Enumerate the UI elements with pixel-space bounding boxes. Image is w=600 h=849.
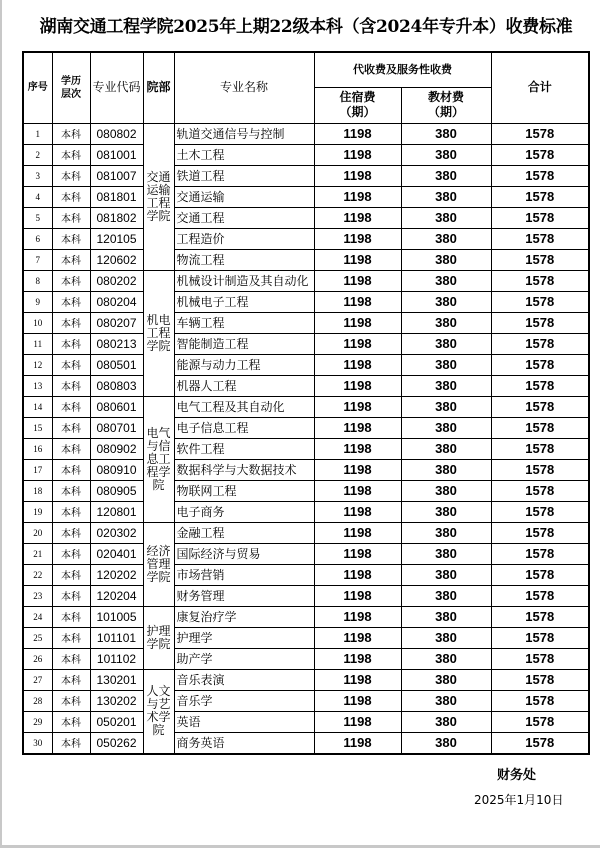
header-book: 教材费（期） bbox=[401, 87, 491, 123]
row-seq: 24 bbox=[23, 606, 52, 627]
row-dorm-fee: 1198 bbox=[314, 606, 401, 627]
row-book-fee: 380 bbox=[401, 585, 491, 606]
row-code: 050262 bbox=[90, 732, 143, 754]
row-level: 本科 bbox=[52, 459, 90, 480]
row-seq: 26 bbox=[23, 648, 52, 669]
row-book-fee: 380 bbox=[401, 732, 491, 754]
row-dorm-fee: 1198 bbox=[314, 207, 401, 228]
row-book-fee: 380 bbox=[401, 438, 491, 459]
row-dorm-fee: 1198 bbox=[314, 669, 401, 690]
row-seq: 2 bbox=[23, 144, 52, 165]
row-code: 120105 bbox=[90, 228, 143, 249]
row-major-name: 助产学 bbox=[174, 648, 314, 669]
row-major-name: 机器人工程 bbox=[174, 375, 314, 396]
table-row bbox=[23, 291, 589, 312]
table-row bbox=[23, 543, 589, 564]
row-dorm-fee: 1198 bbox=[314, 228, 401, 249]
row-seq: 17 bbox=[23, 459, 52, 480]
row-dorm-fee: 1198 bbox=[314, 354, 401, 375]
header-total: 合计 bbox=[491, 52, 589, 123]
row-level: 本科 bbox=[52, 270, 90, 291]
row-level: 本科 bbox=[52, 291, 90, 312]
row-level: 本科 bbox=[52, 690, 90, 711]
row-major-name: 能源与动力工程 bbox=[174, 354, 314, 375]
row-major-name: 电子信息工程 bbox=[174, 417, 314, 438]
row-level: 本科 bbox=[52, 249, 90, 270]
row-book-fee: 380 bbox=[401, 606, 491, 627]
row-book-fee: 380 bbox=[401, 144, 491, 165]
row-seq: 10 bbox=[23, 312, 52, 333]
row-level: 本科 bbox=[52, 207, 90, 228]
row-code: 081007 bbox=[90, 165, 143, 186]
row-book-fee: 380 bbox=[401, 690, 491, 711]
row-dorm-fee: 1198 bbox=[314, 627, 401, 648]
row-book-fee: 380 bbox=[401, 501, 491, 522]
department-cell: 经济管理学院 bbox=[143, 522, 174, 606]
row-seq: 7 bbox=[23, 249, 52, 270]
document-title: 湖南交通工程学院2025年上期22级本科（含2024年专升本）收费标准 bbox=[39, 17, 573, 37]
row-level: 本科 bbox=[52, 711, 90, 732]
row-major-name: 机械电子工程 bbox=[174, 291, 314, 312]
row-seq: 11 bbox=[23, 333, 52, 354]
table-row bbox=[23, 627, 589, 648]
row-seq: 12 bbox=[23, 354, 52, 375]
row-major-name: 商务英语 bbox=[174, 732, 314, 754]
row-code: 101102 bbox=[90, 648, 143, 669]
row-dorm-fee: 1198 bbox=[314, 543, 401, 564]
row-code: 081001 bbox=[90, 144, 143, 165]
table-row bbox=[23, 186, 589, 207]
table-row bbox=[23, 564, 589, 585]
row-dorm-fee: 1198 bbox=[314, 144, 401, 165]
row-code: 020302 bbox=[90, 522, 143, 543]
table-row bbox=[23, 249, 589, 270]
row-major-name: 铁道工程 bbox=[174, 165, 314, 186]
row-total: 1578 bbox=[491, 585, 589, 606]
row-level: 本科 bbox=[52, 648, 90, 669]
row-total: 1578 bbox=[491, 648, 589, 669]
row-book-fee: 380 bbox=[401, 354, 491, 375]
row-seq: 23 bbox=[23, 585, 52, 606]
row-book-fee: 380 bbox=[401, 228, 491, 249]
row-level: 本科 bbox=[52, 522, 90, 543]
row-book-fee: 380 bbox=[401, 543, 491, 564]
row-major-name: 交通工程 bbox=[174, 207, 314, 228]
row-dorm-fee: 1198 bbox=[314, 270, 401, 291]
row-book-fee: 380 bbox=[401, 165, 491, 186]
table-row bbox=[23, 711, 589, 732]
row-dorm-fee: 1198 bbox=[314, 501, 401, 522]
row-total: 1578 bbox=[491, 375, 589, 396]
table-row bbox=[23, 438, 589, 459]
row-seq: 13 bbox=[23, 375, 52, 396]
row-book-fee: 380 bbox=[401, 459, 491, 480]
table-row bbox=[23, 144, 589, 165]
row-dorm-fee: 1198 bbox=[314, 165, 401, 186]
row-book-fee: 380 bbox=[401, 396, 491, 417]
row-major-name: 市场营销 bbox=[174, 564, 314, 585]
row-seq: 25 bbox=[23, 627, 52, 648]
department-cell: 电气与信息工程学院 bbox=[143, 396, 174, 522]
row-total: 1578 bbox=[491, 522, 589, 543]
row-dorm-fee: 1198 bbox=[314, 564, 401, 585]
row-dorm-fee: 1198 bbox=[314, 648, 401, 669]
row-code: 050201 bbox=[90, 711, 143, 732]
row-total: 1578 bbox=[491, 207, 589, 228]
header-dept: 院部 bbox=[143, 52, 174, 123]
row-book-fee: 380 bbox=[401, 375, 491, 396]
row-total: 1578 bbox=[491, 711, 589, 732]
table-row bbox=[23, 396, 589, 417]
row-seq: 22 bbox=[23, 564, 52, 585]
row-level: 本科 bbox=[52, 417, 90, 438]
row-level: 本科 bbox=[52, 123, 90, 144]
row-book-fee: 380 bbox=[401, 627, 491, 648]
row-seq: 6 bbox=[23, 228, 52, 249]
row-code: 130202 bbox=[90, 690, 143, 711]
row-major-name: 土木工程 bbox=[174, 144, 314, 165]
row-code: 080910 bbox=[90, 459, 143, 480]
row-major-name: 物联网工程 bbox=[174, 480, 314, 501]
header-name: 专业名称 bbox=[174, 52, 314, 123]
row-dorm-fee: 1198 bbox=[314, 480, 401, 501]
table-row bbox=[23, 606, 589, 627]
department-cell: 交通运输工程学院 bbox=[143, 123, 174, 270]
row-dorm-fee: 1198 bbox=[314, 438, 401, 459]
row-major-name: 机械设计制造及其自动化 bbox=[174, 270, 314, 291]
row-code: 101101 bbox=[90, 627, 143, 648]
row-code: 080701 bbox=[90, 417, 143, 438]
row-level: 本科 bbox=[52, 228, 90, 249]
row-code: 081802 bbox=[90, 207, 143, 228]
row-total: 1578 bbox=[491, 543, 589, 564]
row-major-name: 财务管理 bbox=[174, 585, 314, 606]
row-level: 本科 bbox=[52, 354, 90, 375]
row-seq: 20 bbox=[23, 522, 52, 543]
row-seq: 5 bbox=[23, 207, 52, 228]
row-seq: 16 bbox=[23, 438, 52, 459]
row-code: 080213 bbox=[90, 333, 143, 354]
table-row bbox=[23, 648, 589, 669]
row-total: 1578 bbox=[491, 228, 589, 249]
row-dorm-fee: 1198 bbox=[314, 732, 401, 754]
table-row bbox=[23, 270, 589, 291]
table-row bbox=[23, 585, 589, 606]
row-level: 本科 bbox=[52, 144, 90, 165]
row-level: 本科 bbox=[52, 438, 90, 459]
table-row bbox=[23, 165, 589, 186]
row-major-name: 车辆工程 bbox=[174, 312, 314, 333]
row-level: 本科 bbox=[52, 564, 90, 585]
row-dorm-fee: 1198 bbox=[314, 522, 401, 543]
row-total: 1578 bbox=[491, 270, 589, 291]
row-book-fee: 380 bbox=[401, 480, 491, 501]
row-total: 1578 bbox=[491, 396, 589, 417]
row-seq: 30 bbox=[23, 732, 52, 754]
row-book-fee: 380 bbox=[401, 522, 491, 543]
row-total: 1578 bbox=[491, 480, 589, 501]
row-dorm-fee: 1198 bbox=[314, 333, 401, 354]
row-level: 本科 bbox=[52, 480, 90, 501]
row-level: 本科 bbox=[52, 606, 90, 627]
row-seq: 15 bbox=[23, 417, 52, 438]
row-code: 120602 bbox=[90, 249, 143, 270]
row-total: 1578 bbox=[491, 606, 589, 627]
row-seq: 9 bbox=[23, 291, 52, 312]
table-row bbox=[23, 669, 589, 690]
row-seq: 3 bbox=[23, 165, 52, 186]
row-major-name: 物流工程 bbox=[174, 249, 314, 270]
row-dorm-fee: 1198 bbox=[314, 711, 401, 732]
row-total: 1578 bbox=[491, 564, 589, 585]
row-code: 080905 bbox=[90, 480, 143, 501]
header-level: 学历层次 bbox=[52, 52, 90, 123]
row-dorm-fee: 1198 bbox=[314, 690, 401, 711]
row-level: 本科 bbox=[52, 396, 90, 417]
row-level: 本科 bbox=[52, 375, 90, 396]
row-code: 120202 bbox=[90, 564, 143, 585]
row-seq: 27 bbox=[23, 669, 52, 690]
row-seq: 19 bbox=[23, 501, 52, 522]
row-total: 1578 bbox=[491, 186, 589, 207]
row-book-fee: 380 bbox=[401, 207, 491, 228]
row-total: 1578 bbox=[491, 333, 589, 354]
row-total: 1578 bbox=[491, 291, 589, 312]
row-major-name: 电子商务 bbox=[174, 501, 314, 522]
row-code: 020401 bbox=[90, 543, 143, 564]
row-total: 1578 bbox=[491, 732, 589, 754]
table-row bbox=[23, 207, 589, 228]
row-code: 080202 bbox=[90, 270, 143, 291]
row-level: 本科 bbox=[52, 312, 90, 333]
header-seq: 序号 bbox=[23, 52, 52, 123]
row-dorm-fee: 1198 bbox=[314, 417, 401, 438]
row-seq: 4 bbox=[23, 186, 52, 207]
row-major-name: 音乐学 bbox=[174, 690, 314, 711]
row-book-fee: 380 bbox=[401, 186, 491, 207]
row-major-name: 国际经济与贸易 bbox=[174, 543, 314, 564]
row-major-name: 数据科学与大数据技术 bbox=[174, 459, 314, 480]
header-dorm: 住宿费（期） bbox=[314, 87, 401, 123]
row-seq: 29 bbox=[23, 711, 52, 732]
row-major-name: 轨道交通信号与控制 bbox=[174, 123, 314, 144]
row-code: 080802 bbox=[90, 123, 143, 144]
row-book-fee: 380 bbox=[401, 333, 491, 354]
row-code: 101005 bbox=[90, 606, 143, 627]
row-major-name: 康复治疗学 bbox=[174, 606, 314, 627]
row-total: 1578 bbox=[491, 417, 589, 438]
row-dorm-fee: 1198 bbox=[314, 459, 401, 480]
row-book-fee: 380 bbox=[401, 564, 491, 585]
table-row bbox=[23, 480, 589, 501]
department-cell: 人文与艺术学院 bbox=[143, 669, 174, 754]
row-code: 080204 bbox=[90, 291, 143, 312]
row-major-name: 工程造价 bbox=[174, 228, 314, 249]
row-dorm-fee: 1198 bbox=[314, 375, 401, 396]
row-major-name: 交通运输 bbox=[174, 186, 314, 207]
row-major-name: 智能制造工程 bbox=[174, 333, 314, 354]
row-seq: 8 bbox=[23, 270, 52, 291]
header-code: 专业代码 bbox=[90, 52, 143, 123]
row-code: 080803 bbox=[90, 375, 143, 396]
table-row bbox=[23, 522, 589, 543]
row-code: 120204 bbox=[90, 585, 143, 606]
issue-date: 2025年1月10日 bbox=[474, 793, 564, 807]
row-code: 080501 bbox=[90, 354, 143, 375]
issuer-office: 财务处 bbox=[497, 768, 537, 783]
row-total: 1578 bbox=[491, 627, 589, 648]
row-level: 本科 bbox=[52, 186, 90, 207]
row-total: 1578 bbox=[491, 354, 589, 375]
row-total: 1578 bbox=[491, 669, 589, 690]
row-code: 080601 bbox=[90, 396, 143, 417]
row-dorm-fee: 1198 bbox=[314, 396, 401, 417]
row-major-name: 音乐表演 bbox=[174, 669, 314, 690]
row-seq: 18 bbox=[23, 480, 52, 501]
row-code: 080207 bbox=[90, 312, 143, 333]
department-cell: 机电工程学院 bbox=[143, 270, 174, 396]
row-level: 本科 bbox=[52, 669, 90, 690]
table-row bbox=[23, 690, 589, 711]
row-book-fee: 380 bbox=[401, 711, 491, 732]
row-book-fee: 380 bbox=[401, 669, 491, 690]
fee-table bbox=[22, 51, 590, 755]
row-seq: 28 bbox=[23, 690, 52, 711]
row-level: 本科 bbox=[52, 585, 90, 606]
row-seq: 14 bbox=[23, 396, 52, 417]
row-total: 1578 bbox=[491, 312, 589, 333]
row-total: 1578 bbox=[491, 459, 589, 480]
row-major-name: 护理学 bbox=[174, 627, 314, 648]
row-total: 1578 bbox=[491, 501, 589, 522]
row-book-fee: 380 bbox=[401, 270, 491, 291]
row-book-fee: 380 bbox=[401, 291, 491, 312]
row-seq: 21 bbox=[23, 543, 52, 564]
table-row bbox=[23, 228, 589, 249]
row-dorm-fee: 1198 bbox=[314, 123, 401, 144]
row-dorm-fee: 1198 bbox=[314, 186, 401, 207]
row-total: 1578 bbox=[491, 438, 589, 459]
row-dorm-fee: 1198 bbox=[314, 249, 401, 270]
table-row bbox=[23, 732, 589, 754]
table-row bbox=[23, 312, 589, 333]
row-major-name: 金融工程 bbox=[174, 522, 314, 543]
row-level: 本科 bbox=[52, 627, 90, 648]
row-level: 本科 bbox=[52, 501, 90, 522]
table-row bbox=[23, 354, 589, 375]
row-code: 080902 bbox=[90, 438, 143, 459]
row-level: 本科 bbox=[52, 333, 90, 354]
row-major-name: 电气工程及其自动化 bbox=[174, 396, 314, 417]
row-dorm-fee: 1198 bbox=[314, 585, 401, 606]
row-total: 1578 bbox=[491, 249, 589, 270]
header-fee-group: 代收费及服务性收费 bbox=[314, 52, 491, 87]
row-dorm-fee: 1198 bbox=[314, 291, 401, 312]
row-dorm-fee: 1198 bbox=[314, 312, 401, 333]
department-cell: 护理学院 bbox=[143, 606, 174, 669]
row-book-fee: 380 bbox=[401, 249, 491, 270]
row-book-fee: 380 bbox=[401, 123, 491, 144]
table-row bbox=[23, 459, 589, 480]
row-level: 本科 bbox=[52, 543, 90, 564]
row-total: 1578 bbox=[491, 123, 589, 144]
table-row bbox=[23, 375, 589, 396]
row-book-fee: 380 bbox=[401, 417, 491, 438]
row-total: 1578 bbox=[491, 165, 589, 186]
row-major-name: 软件工程 bbox=[174, 438, 314, 459]
table-row bbox=[23, 123, 589, 144]
row-total: 1578 bbox=[491, 690, 589, 711]
table-row bbox=[23, 501, 589, 522]
row-level: 本科 bbox=[52, 732, 90, 754]
row-total: 1578 bbox=[491, 144, 589, 165]
table-row bbox=[23, 417, 589, 438]
row-major-name: 英语 bbox=[174, 711, 314, 732]
row-code: 130201 bbox=[90, 669, 143, 690]
row-book-fee: 380 bbox=[401, 312, 491, 333]
row-level: 本科 bbox=[52, 165, 90, 186]
row-code: 120801 bbox=[90, 501, 143, 522]
row-book-fee: 380 bbox=[401, 648, 491, 669]
row-code: 081801 bbox=[90, 186, 143, 207]
row-seq: 1 bbox=[23, 123, 52, 144]
table-row bbox=[23, 333, 589, 354]
